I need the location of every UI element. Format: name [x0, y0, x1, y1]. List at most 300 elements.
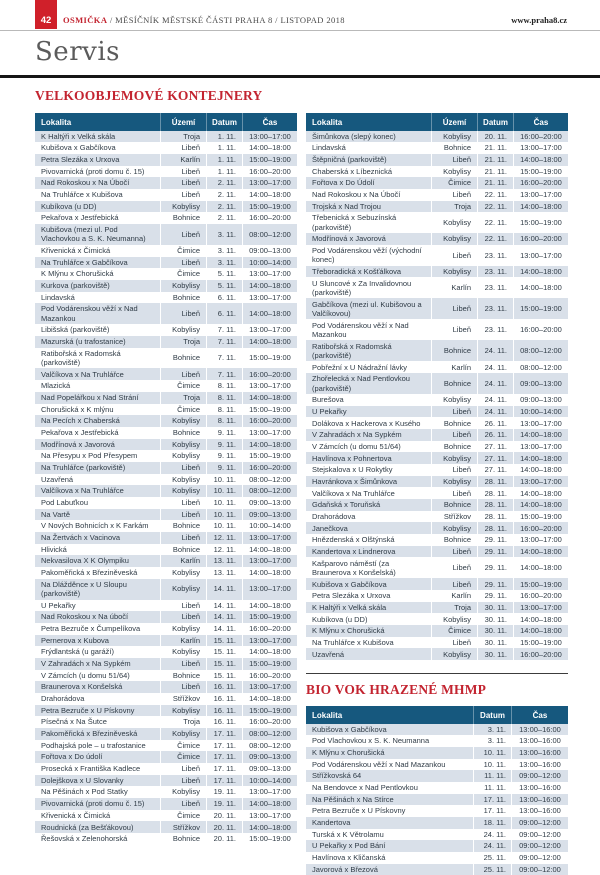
cell: Na Truhlářce (parkoviště) — [41, 463, 126, 473]
cell: Na Pěšinách x Na Stírce — [312, 794, 394, 804]
cell: 16:00–20:00 — [513, 648, 568, 660]
cell: Nad Rokoskou x Na úbočí — [41, 612, 129, 622]
cell: Bohnice — [431, 417, 477, 429]
cell: 08:00–12:00 — [242, 728, 297, 740]
issue-info: / MĚSÍČNÍK MĚSTSKÉ ČÁSTI PRAHA 8 / LISTOPAD 2018 — [107, 15, 345, 25]
cell: 15:00–19:00 — [513, 166, 568, 178]
table-row — [35, 154, 297, 166]
masthead — [0, 0, 600, 31]
cell: Kašparovo náměstí (za Braunerova x Konšelská) — [312, 558, 396, 577]
table-row — [35, 728, 297, 740]
cell: 30. 11. — [477, 637, 513, 649]
cell: 08:00–12:00 — [242, 474, 297, 486]
cell: 16:00–20:00 — [513, 522, 568, 534]
cell: 14:00–18:00 — [242, 303, 297, 324]
cell: Modřínová x Javorová — [312, 234, 386, 244]
cell: 13:00–17:00 — [242, 131, 297, 143]
cell: Střížkov — [431, 511, 477, 523]
table-row — [306, 747, 568, 759]
table-row — [306, 319, 568, 340]
cell: 13:00–17:00 — [242, 292, 297, 304]
cell: 10. 11. — [206, 485, 242, 497]
table-row — [35, 600, 297, 612]
table-row — [306, 590, 568, 602]
cell: Pod Vodárenskou věží (východní konec) — [312, 246, 422, 265]
header-cell: Lokalita — [41, 117, 72, 127]
cell: 09:00–12:00 — [511, 770, 568, 782]
cell: 08:00–12:00 — [513, 361, 568, 373]
cell: Čimice — [160, 751, 206, 763]
cell: Pekařova x Jestřebická — [41, 428, 119, 438]
cell: 29. 11. — [477, 557, 513, 578]
cell: Libeň — [160, 611, 206, 623]
table-row — [35, 224, 297, 245]
cell: Kobylisy — [160, 474, 206, 486]
cell: Na Dlážděnce x U Sloupu (parkoviště) — [41, 579, 127, 599]
cell: 28. 11. — [477, 487, 513, 499]
cell: 13:00–17:00 — [513, 189, 568, 201]
cell: 09:00–13:00 — [242, 245, 297, 257]
table-row — [306, 429, 568, 441]
cell: 1. 11. — [206, 142, 242, 154]
cell: 14:00–18:00 — [513, 277, 568, 298]
table-row — [35, 775, 297, 787]
cell: Bohnice — [160, 544, 206, 556]
cell: 19. 11. — [206, 798, 242, 810]
cell: 9. 11. — [206, 439, 242, 451]
table-row — [35, 544, 297, 556]
cell: Libeň — [160, 142, 206, 154]
cell: 14:00–18:00 — [242, 646, 297, 658]
cell: 16:00–20:00 — [513, 590, 568, 602]
table-row — [35, 257, 297, 269]
cell: 14:00–18:00 — [242, 280, 297, 292]
table-row — [306, 557, 568, 578]
table-row — [35, 579, 297, 600]
cell: Bohnice — [431, 373, 477, 394]
cell: Libeň — [160, 497, 206, 509]
cell: 14:00–18:00 — [242, 567, 297, 579]
table-row — [35, 658, 297, 670]
cell: 08:00–12:00 — [513, 340, 568, 361]
cell: 15:00–19:00 — [242, 705, 297, 717]
cell: Libeň — [160, 189, 206, 201]
cell: 2. 11. — [206, 177, 242, 189]
table-row — [306, 373, 568, 394]
cell: 23. 11. — [477, 298, 513, 319]
cell: Karlín — [160, 635, 206, 647]
cell: Kobylisy — [160, 567, 206, 579]
table-row — [306, 770, 568, 782]
cell: 09:00–13:00 — [242, 763, 297, 775]
table-row — [35, 201, 297, 213]
cell: 15:00–19:00 — [513, 212, 568, 233]
cell: Braunerova x Konšelská — [41, 682, 123, 692]
cell: 25. 11. — [473, 852, 511, 864]
cell: 13:00–17:00 — [242, 810, 297, 822]
table-row — [306, 177, 568, 189]
cell: Bohnice — [431, 499, 477, 511]
table-row — [306, 840, 568, 852]
cell: Libeň — [431, 557, 477, 578]
cell: 24. 11. — [477, 361, 513, 373]
cell: Libeň — [431, 487, 477, 499]
cell: V Zámcích (u domu 51/64) — [41, 670, 130, 680]
cell: Libeň — [431, 298, 477, 319]
cell: Třebenická x Sebuzínská (parkoviště) — [312, 213, 397, 232]
table-row — [306, 602, 568, 614]
table-row — [306, 511, 568, 523]
header-cell: Území — [431, 113, 477, 131]
cell: 24. 11. — [477, 406, 513, 418]
cell: 28. 11. — [477, 522, 513, 534]
cell: Havránkova x Šimůnkova — [312, 476, 398, 486]
cell: Lindavská — [312, 143, 346, 153]
cell: 14:00–18:00 — [513, 557, 568, 578]
cell: Kobylisy — [431, 266, 477, 278]
table-row — [35, 212, 297, 224]
table-row — [306, 829, 568, 841]
cell: 20. 11. — [206, 821, 242, 833]
cell: 22. 11. — [477, 233, 513, 245]
cell: Čimice — [431, 177, 477, 189]
cell: 16:00–20:00 — [242, 462, 297, 474]
cell: 22. 11. — [477, 212, 513, 233]
cell: Kubíkova (u DD) — [312, 614, 368, 624]
cell: Petra Slezáka x Urxova — [41, 155, 120, 165]
cell: Pakoměřická x Březiněveská — [41, 729, 138, 739]
cell: Čimice — [160, 380, 206, 392]
table-row — [35, 681, 297, 693]
cell: 16. 11. — [206, 693, 242, 705]
cell: 24. 11. — [477, 394, 513, 406]
cell: Čimice — [160, 404, 206, 416]
table-row — [35, 497, 297, 509]
cell: Uzavřená — [41, 474, 74, 484]
cell: 26. 11. — [477, 429, 513, 441]
cell: 17. 11. — [206, 775, 242, 787]
cell: Libeň — [160, 658, 206, 670]
cell: Bohnice — [431, 142, 477, 154]
cell: Chaberská x Líbeznická — [312, 166, 393, 176]
cell: Bohnice — [431, 340, 477, 361]
cell: Fořtova x Do údolí — [41, 752, 103, 762]
cell: Kobylisy — [160, 623, 206, 635]
cell: 8. 11. — [206, 415, 242, 427]
cell: Na Bendovce x Nad Pentlovkou — [312, 783, 418, 793]
cell: 13:00–17:00 — [513, 245, 568, 266]
table-row — [35, 705, 297, 717]
cell: 29. 11. — [477, 578, 513, 590]
header-cell: Lokalita — [312, 117, 343, 127]
table-row — [35, 763, 297, 775]
table-row — [306, 233, 568, 245]
cell: 15:00–19:00 — [242, 450, 297, 462]
cell: 14:00–18:00 — [242, 336, 297, 348]
table-row — [306, 487, 568, 499]
cell: 14:00–18:00 — [513, 201, 568, 213]
cell: V Zahradách x Na Sypkém — [312, 430, 402, 440]
cell: Libeň — [160, 462, 206, 474]
cell: 17. 11. — [473, 794, 511, 806]
cell: 12. 11. — [206, 532, 242, 544]
cell: Kobylisy — [160, 705, 206, 717]
cell: Libeň — [431, 637, 477, 649]
cell: 8. 11. — [206, 392, 242, 404]
cell: 14. 11. — [206, 611, 242, 623]
table-row — [35, 555, 297, 567]
page-number-badge — [35, 0, 57, 29]
cell: Písečná x Na Šutce — [41, 717, 107, 727]
table-row — [306, 277, 568, 298]
table-row — [35, 427, 297, 439]
cell: 10. 11. — [206, 509, 242, 521]
table-row — [306, 406, 568, 418]
cell: Kobylisy — [160, 415, 206, 427]
cell: 13:00–16:00 — [511, 794, 568, 806]
cell: Drahorádova — [41, 694, 85, 704]
cell: 09:00–13:00 — [242, 509, 297, 521]
cell: 28. 11. — [477, 511, 513, 523]
cell: Na Truhlářce x Kubišova — [312, 637, 394, 647]
table-row — [35, 142, 297, 154]
cell: Nekvasilova X K Olympiku — [41, 556, 129, 566]
table-row — [35, 324, 297, 336]
cell: 14. 11. — [206, 600, 242, 612]
cell: 17. 11. — [206, 763, 242, 775]
table-row — [306, 201, 568, 213]
cell: U Pekařky — [41, 600, 76, 610]
cell: 08:00–12:00 — [242, 740, 297, 752]
table-row — [35, 245, 297, 257]
cell: Trojská x Nad Trojou — [312, 201, 381, 211]
table-row — [35, 532, 297, 544]
cell: 10. 11. — [206, 474, 242, 486]
cell: Modřínová x Javorová — [41, 439, 115, 449]
cell: Kobylisy — [160, 485, 206, 497]
cell: 13. 11. — [206, 555, 242, 567]
cell: Libeň — [160, 763, 206, 775]
cell: Kubišova x Gabčíkova — [312, 579, 387, 589]
table-row — [306, 464, 568, 476]
cell: 30. 11. — [477, 602, 513, 614]
cell: Libeň — [160, 509, 206, 521]
table-row — [35, 368, 297, 380]
table-row — [306, 417, 568, 429]
cell: Kobylisy — [431, 522, 477, 534]
cell: Nad Rokoskou x Na Úbočí — [41, 178, 130, 188]
table-row — [35, 380, 297, 392]
cell: 14:00–18:00 — [513, 487, 568, 499]
cell: 13:00–17:00 — [513, 534, 568, 546]
cell: Kandertova — [312, 818, 351, 828]
cell: 09:00–12:00 — [511, 829, 568, 841]
cell: Na Truhlářce x Kubišova — [41, 190, 123, 200]
cell: Petra Slezáka x Urxova — [312, 591, 391, 601]
cell: 16:00–20:00 — [242, 415, 297, 427]
table-row — [306, 166, 568, 178]
cell: Kubišova (mezi ul. Pod Vlachovkou a S. K. Neumanna) — [41, 225, 146, 244]
cell: Petra Bezruče x Čumpelíkova — [41, 624, 141, 634]
cell: Hnězdenská x Olštýnská — [312, 535, 395, 545]
cell: 16:00–20:00 — [242, 368, 297, 380]
website-link: www.praha8.cz — [511, 15, 567, 25]
cell: Nad Rokoskou x Na Úbočí — [312, 190, 401, 200]
cell: Gdaňská x Toruňská — [312, 500, 381, 510]
cell: Karlín — [160, 154, 206, 166]
table-row — [306, 805, 568, 817]
cell: Gabčíkova (mezi ul. Kubišovou a Valčíkovou) — [312, 299, 422, 318]
cell: Křivenická x Čimická — [41, 246, 111, 256]
cell: 14:00–18:00 — [242, 189, 297, 201]
table-row — [35, 623, 297, 635]
cell: Libeň — [431, 189, 477, 201]
cell: 24. 11. — [477, 373, 513, 394]
cell: 14:00–18:00 — [513, 613, 568, 625]
table-row — [306, 441, 568, 453]
cell: Kobylisy — [431, 212, 477, 233]
cell: 16:00–20:00 — [513, 177, 568, 189]
cell: 14:00–18:00 — [242, 439, 297, 451]
cell: Bohnice — [160, 427, 206, 439]
cell: 2. 11. — [206, 201, 242, 213]
cell: 14:00–18:00 — [513, 266, 568, 278]
table-header-row — [306, 113, 568, 131]
cell: 10. 11. — [206, 520, 242, 532]
cell: Troja — [160, 336, 206, 348]
cell: 13:00–17:00 — [513, 417, 568, 429]
cell: Libeň — [160, 177, 206, 189]
cell: Na Přesypu x Pod Přesypem — [41, 451, 138, 461]
cell: Turská x K Větrolamu — [312, 829, 384, 839]
cell: Kobylisy — [431, 166, 477, 178]
cell: Valčíkova x Na Truhlářce — [41, 369, 124, 379]
cell: 28. 11. — [477, 499, 513, 511]
table-row — [35, 474, 297, 486]
cell: 13:00–17:00 — [242, 786, 297, 798]
cell: 10. 11. — [473, 759, 511, 771]
cell: 12. 11. — [206, 544, 242, 556]
cell: Na Pecích x Chaberská — [41, 416, 120, 426]
cell: Frýdlantská (u garáží) — [41, 647, 114, 657]
cell: 09:00–12:00 — [511, 864, 568, 875]
cell: 16:00–20:00 — [242, 212, 297, 224]
table-row — [306, 817, 568, 829]
cell: 14:00–18:00 — [513, 429, 568, 441]
cell: 15:00–19:00 — [242, 833, 297, 845]
table-row — [35, 740, 297, 752]
cell: 10:00–14:00 — [242, 775, 297, 787]
table-row — [35, 177, 297, 189]
table-row — [306, 794, 568, 806]
cell: 15:00–19:00 — [242, 154, 297, 166]
table-row — [35, 485, 297, 497]
cell: Střížkov — [160, 821, 206, 833]
cell: U Pekařky x Pod Bání — [312, 841, 386, 851]
cell: Libeň — [160, 257, 206, 269]
cell: Pod Labuťkou — [41, 498, 89, 508]
cell: Libeň — [431, 429, 477, 441]
cell: 09:00–12:00 — [511, 840, 568, 852]
cell: Čimice — [160, 268, 206, 280]
cell: 09:00–12:00 — [511, 852, 568, 864]
table-row — [35, 166, 297, 178]
cell: 2. 11. — [206, 189, 242, 201]
cell: Pernerova x Kubova — [41, 635, 109, 645]
cell: 13:00–17:00 — [242, 324, 297, 336]
cell: Kobylisy — [431, 233, 477, 245]
cell: Fořtova x Do Údolí — [312, 178, 375, 188]
table-row — [35, 404, 297, 416]
cell: Kobylisy — [160, 728, 206, 740]
table-row — [306, 245, 568, 266]
cell: Kobylisy — [160, 201, 206, 213]
cell: K Mlýnu x Chorušická — [312, 748, 385, 758]
cell: 13:00–17:00 — [513, 441, 568, 453]
cell: Pod Vodárenskou věží x Nad Mazankou — [41, 304, 138, 323]
cell: Libeň — [160, 532, 206, 544]
cell: Libeň — [431, 154, 477, 166]
cell: Pivovarnická (proti domu č. 15) — [41, 799, 145, 809]
table-row — [35, 462, 297, 474]
masthead-divider — [0, 30, 600, 31]
bio-table — [306, 706, 568, 875]
cell: 27. 11. — [477, 464, 513, 476]
cell: 29. 11. — [477, 590, 513, 602]
table-row — [35, 336, 297, 348]
table-row — [35, 611, 297, 623]
cell: Bohnice — [160, 520, 206, 532]
cell: Kobylisy — [431, 131, 477, 143]
cell: 15:00–19:00 — [242, 348, 297, 369]
cell: 26. 11. — [477, 417, 513, 429]
cell: 3. 11. — [473, 724, 511, 736]
cell: 13:00–16:00 — [511, 805, 568, 817]
cell: 24. 11. — [473, 840, 511, 852]
table-row — [35, 189, 297, 201]
cell: Na Vartě — [41, 509, 71, 519]
cell: Libeň — [160, 303, 206, 324]
cell: Karlín — [431, 361, 477, 373]
table-row — [35, 303, 297, 324]
table-row — [306, 131, 568, 143]
table-row — [306, 298, 568, 319]
cell: 8. 11. — [206, 404, 242, 416]
cell: 25. 11. — [473, 864, 511, 875]
cell: 08:00–12:00 — [242, 485, 297, 497]
cell: Na Žertvách x Vacinova — [41, 533, 121, 543]
cell: 15:00–19:00 — [242, 611, 297, 623]
cell: 18. 11. — [473, 817, 511, 829]
cell: Ratibořská x Radomská (parkoviště) — [41, 348, 121, 367]
cell: 5. 11. — [206, 268, 242, 280]
cell: Mlazická — [41, 381, 71, 391]
header-cell: Území — [160, 113, 206, 131]
cell: 27. 11. — [477, 452, 513, 464]
header-cell: Čas — [511, 706, 568, 724]
table-row — [35, 131, 297, 143]
cell: 3. 11. — [473, 735, 511, 747]
bio-heading: BIO VOK HRAZENÉ MHMP — [306, 682, 487, 698]
cell: Bohnice — [431, 441, 477, 453]
cell: Ratibořská x Radomská (parkoviště) — [312, 341, 392, 360]
table-row — [35, 833, 297, 845]
cell: 13:00–17:00 — [242, 427, 297, 439]
cell: Libeň — [431, 578, 477, 590]
cell: 13:00–17:00 — [242, 177, 297, 189]
table-row — [306, 782, 568, 794]
cell: Kobylisy — [160, 646, 206, 658]
